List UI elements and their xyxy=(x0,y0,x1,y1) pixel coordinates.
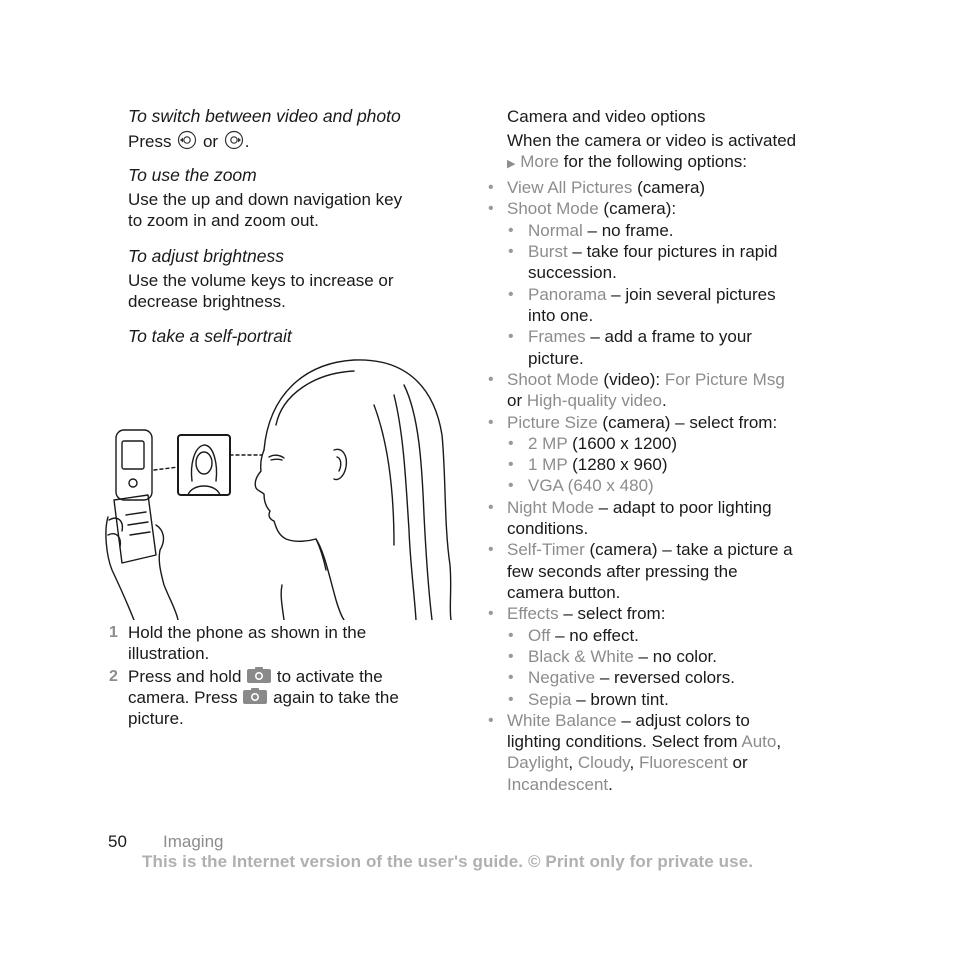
step-1-line-1: Hold the phone as shown in the xyxy=(128,623,367,642)
self-portrait-illustration xyxy=(104,355,454,620)
or-text: or xyxy=(202,131,219,151)
bullet: • xyxy=(488,605,494,622)
step-1-number: 1 xyxy=(109,624,118,641)
option-panorama-cont: into one. xyxy=(528,306,594,325)
option-frames-cont: picture. xyxy=(528,349,584,368)
heading-camera-video-options: Camera and video options xyxy=(507,107,706,126)
option-effects: Effects – select from: xyxy=(507,604,666,623)
zoom-line-1: Use the up and down navigation key xyxy=(128,190,403,209)
option-self-timer-cont-2: camera button. xyxy=(507,583,621,602)
copyright-note: This is the Internet version of the user's guide. © Print only for private use. xyxy=(142,852,754,871)
press-text: Press xyxy=(128,131,172,151)
bullet: • xyxy=(508,669,514,686)
bullet: • xyxy=(488,179,494,196)
bullet: • xyxy=(508,243,514,260)
bullet: • xyxy=(508,328,514,345)
option-burst-cont: succession. xyxy=(528,263,617,282)
option-black-white: Black & White – no color. xyxy=(528,647,717,666)
option-shoot-mode-video-cont: or High-quality video. xyxy=(507,391,667,410)
option-shoot-mode-video: Shoot Mode (video): For Picture Msg xyxy=(507,370,785,389)
step-2-text-b: to activate the xyxy=(276,667,383,686)
option-white-balance-cont-2: Daylight, Cloudy, Fluorescent or xyxy=(507,753,748,772)
bullet: • xyxy=(508,627,514,644)
option-burst: Burst – take four pictures in rapid xyxy=(528,242,778,261)
intro-text: for the following options: xyxy=(563,152,748,171)
brightness-line-2: decrease brightness. xyxy=(128,292,286,311)
option-white-balance: White Balance – adjust colors to xyxy=(507,711,750,730)
heading-switch-video-photo: To switch between video and photo xyxy=(128,106,401,126)
step-2-line-3: picture. xyxy=(128,709,184,728)
step-2-text-a: Press and hold xyxy=(128,667,242,686)
step-2-line-2 xyxy=(128,687,399,710)
heading-adjust-brightness: To adjust brightness xyxy=(128,246,284,266)
bullet: • xyxy=(488,541,494,558)
option-normal: Normal – no frame. xyxy=(528,221,674,240)
bullet: • xyxy=(488,712,494,729)
camera-key-icon xyxy=(246,666,272,689)
option-night-mode-cont: conditions. xyxy=(507,519,589,538)
option-view-all-pictures: View All Pictures (camera) xyxy=(507,178,706,197)
option-vga: VGA (640 x 480) xyxy=(528,476,654,495)
option-1mp: 1 MP (1280 x 960) xyxy=(528,455,668,474)
period-text: . xyxy=(244,131,250,151)
more-option: More xyxy=(520,152,559,171)
option-self-timer: Self-Timer (camera) – take a picture a xyxy=(507,540,793,559)
bullet: • xyxy=(508,691,514,708)
camera-key-icon xyxy=(242,687,268,710)
option-2mp: 2 MP (1600 x 1200) xyxy=(528,434,678,453)
page-number: 50 xyxy=(108,832,127,851)
option-white-balance-cont-1: lighting conditions. Select from Auto, xyxy=(507,732,782,751)
option-panorama: Panorama – join several pictures xyxy=(528,285,776,304)
step-1-line-2: illustration. xyxy=(128,644,210,663)
option-off: Off – no effect. xyxy=(528,626,639,645)
step-2-line-1 xyxy=(128,666,383,689)
bullet: • xyxy=(508,222,514,239)
bullet: • xyxy=(488,371,494,388)
option-negative: Negative – reversed colors. xyxy=(528,668,735,687)
bullet: • xyxy=(508,477,514,494)
zoom-line-2: to zoom in and zoom out. xyxy=(128,211,319,230)
intro-line-2 xyxy=(507,151,747,175)
bullet: • xyxy=(508,435,514,452)
option-white-balance-cont-3: Incandescent. xyxy=(507,775,613,794)
heading-use-zoom: To use the zoom xyxy=(128,165,257,185)
brightness-line-1: Use the volume keys to increase or xyxy=(128,271,394,290)
option-shoot-mode-camera: Shoot Mode (camera): xyxy=(507,199,677,218)
option-self-timer-cont-1: few seconds after pressing the xyxy=(507,562,738,581)
bullet: • xyxy=(508,286,514,303)
step-2-number: 2 xyxy=(109,668,118,685)
arrow-right-icon: ▶ xyxy=(507,158,516,170)
heading-self-portrait: To take a self-portrait xyxy=(128,326,292,346)
nav-right-key-icon xyxy=(223,130,245,155)
option-frames: Frames – add a frame to your xyxy=(528,327,752,346)
option-picture-size: Picture Size (camera) – select from: xyxy=(507,413,778,432)
step-2-text-c: camera. Press xyxy=(128,688,238,707)
bullet: • xyxy=(488,414,494,431)
switch-instruction xyxy=(128,130,250,155)
bullet: • xyxy=(488,499,494,516)
bullet: • xyxy=(508,648,514,665)
section-name: Imaging xyxy=(163,832,224,851)
nav-left-key-icon xyxy=(176,130,198,155)
bullet: • xyxy=(488,200,494,217)
option-night-mode: Night Mode – adapt to poor lighting xyxy=(507,498,772,517)
step-2-text-d: again to take the xyxy=(273,688,399,707)
bullet: • xyxy=(508,456,514,473)
option-sepia: Sepia – brown tint. xyxy=(528,690,669,709)
intro-line-1: When the camera or video is activated xyxy=(507,131,797,150)
